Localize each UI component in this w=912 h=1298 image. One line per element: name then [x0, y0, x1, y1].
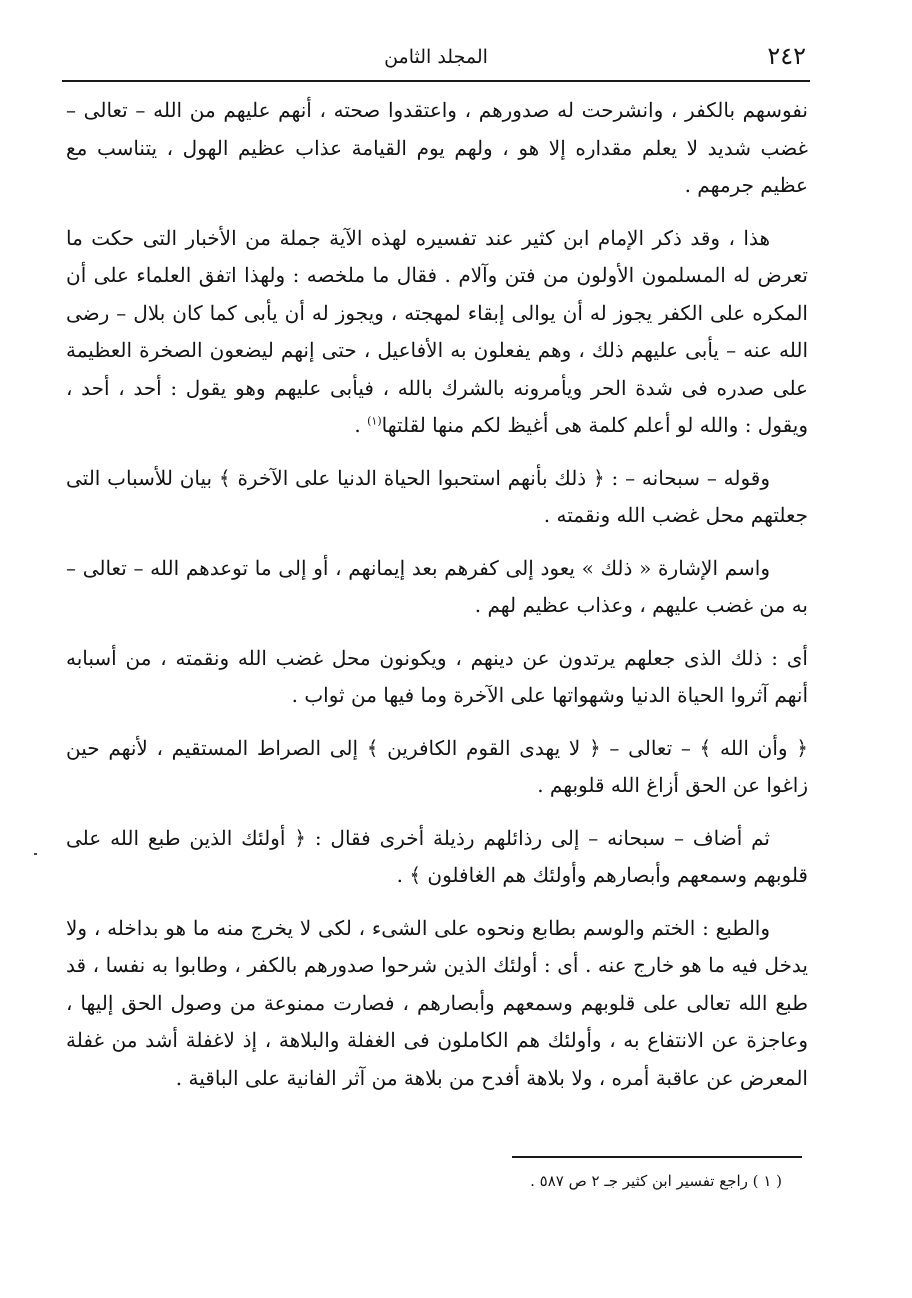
paragraph-6: ﴿ وأن الله ﴾ – تعالى – ﴿ لا يهدى القوم الكافرين ﴾ إلى الصراط المستقيم ، لأنهم حين زاغوا عن الحق أزاغ الله قلوبهم .	[66, 735, 808, 797]
header-rule	[62, 80, 810, 82]
footnote-rule	[512, 1156, 802, 1158]
paragraph-7: ثم أضاف – سبحانه – إلى رذائلهم رذيلة أخرى فقال : ﴿ أولئك الذين طبع الله على قلوبهم وسمعهم وأبصارهم وأولئك هم الغافلون ﴾ .	[66, 825, 808, 887]
paragraph-8: والطبع : الختم والوسم بطابع ونحوه على الشىء ، لكى لا يخرج منه ما هو بداخله ، ولا يدخل فيه ما هو خارج عنه . أى : أولئك الذين شرحوا صدورهم بالكفر ، وطابوا به نفسا ، قد طبع الله تعالى على قلوبهم وسمعهم وأبصارهم ، فصارت ممنوعة من وصول الحق إليها ، وعاجزة عن الانتفاع به ، وأولئك هم الكاملون فى الغفلة والبلاهة ، إذ لاغفلة أشد من غفلة المعرض عن عاقبة أمره ، ولا بلاهة أفدح من بلاهة من آثر الفانية على الباقية .	[66, 915, 808, 1090]
paragraph-5: أى : ذلك الذى جعلهم يرتدون عن دينهم ، ويكونون محل غضب الله ونقمته ، من أسبابه أنهم آثروا الحياة الدنيا وشهواتها على الآخرة وما فيها من ثواب .	[66, 645, 808, 707]
footnote-marker: (١)	[367, 414, 382, 428]
paragraph-4: واسم الإشارة « ذلك » يعود إلى كفرهم بعد إيمانهم ، أو إلى ما توعدهم الله – تعالى – به من غضب عليهم ، وعذاب عظيم لهم .	[66, 555, 808, 617]
page-number: ٢٤٢	[767, 42, 806, 70]
paragraph-3: وقوله – سبحانه – : ﴿ ذلك بأنهم استحبوا الحياة الدنيا على الآخرة ﴾ بيان للأسباب التى جعلتهم محل غضب الله ونقمته .	[66, 465, 808, 527]
page-header	[62, 42, 810, 78]
running-head: المجلد الثامن	[384, 46, 488, 68]
footnote: ( ١ ) راجع تفسير ابن كثير جـ ٢ ص ٥٨٧ .	[530, 1172, 782, 1190]
paragraph-2-end: .	[354, 413, 368, 437]
paragraph-2-text: هذا ، وقد ذكر الإمام ابن كثير عند تفسيره لهذه الآية جملة من الأخبار التى حكت ما تعرض له المسلمون الأولون من فتن وآلام . فقال ما ملخصه : ولهذا اتفق العلماء على أن المكره على الكفر يجوز له أن يوالى إبقاء لمهجته ، ويجوز له أن يأبى كما كان بلال – رضى الله عنه – يأبى عليهم ذلك ، وهم يفعلون به الأفاعيل ، حتى إنهم ليضعون الصخرة العظيمة على صدره فى شدة الحر ويأمرونه بالشرك بالله ، فيأبى عليهم وهو يقول : أحد ، أحد ، ويقول : والله لو أعلم كلمة هى أغيظ لكم منها لقلتها	[66, 225, 808, 437]
paragraph-2	[66, 220, 808, 445]
paragraph-1: نفوسهم بالكفر ، وانشرحت له صدورهم ، واعتقدوا صحته ، أنهم عليهم من الله – تعالى – غضب شديد لا يعلم مقداره إلا هو ، ولهم يوم القيامة عذاب عظيم الهول ، يتناسب مع عظيم جرمهم .	[66, 98, 808, 197]
body-text	[66, 92, 808, 1112]
scan-speck	[34, 853, 37, 855]
